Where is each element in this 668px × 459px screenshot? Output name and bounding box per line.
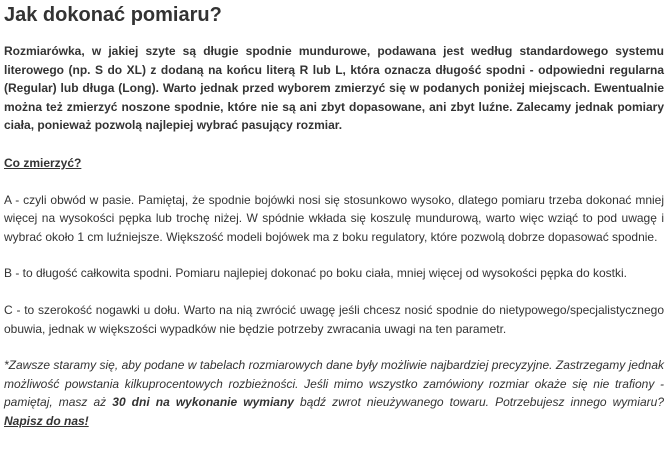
measure-c-paragraph: C - to szerokość nogawki u dołu. Warto na nią zwrócić uwagę jeśli chcesz nosić spodnie do nietypowego/specjalistycznego obuwia, jednak w większości wypadków nie będzie potrzeby zwracania uwagi na ten parametr.	[4, 302, 664, 336]
measure-a-paragraph: A - czyli obwód w pasie. Pamiętaj, że spodnie bojówki nosi się stosunkowo wysoko, dlatego pomiaru trzeba dokonać mniej więcej na wysokości pępka lub trochę niżej. W spódnie wkłada się koszulę mundurową, warto więc wziąć to pod uwagę i wybrać około 1 cm luźniejsze. Większość modeli bojówek ma z boku regulatory, które pozwolą dobrze dopasować spodnie.	[4, 192, 664, 244]
note-text-end: bądź zwrot nieużywanego towaru. Potrzebujesz innego wymiaru?	[293, 395, 664, 410]
measure-b-paragraph: B - to długość całkowita spodni. Pomiaru najlepiej dokonać po boku ciała, mniej więcej od wysokości pępka do kostki.	[4, 266, 627, 281]
disclaimer-note	[4, 356, 664, 430]
note-text-start: *Zawsze staramy się, aby podane w tabelach rozmiarowych dane były możliwie najbardziej precyzyjne. Zastrzegamy jednak możliwość powstania kilkuprocentowych rozbieżności. Jeśli mimo wszystko zamówiony rozmiar okaże się nie trafiony - pamiętaj, masz aż	[4, 358, 664, 410]
what-to-measure-heading: Co zmierzyć?	[4, 155, 82, 170]
page-title: Jak dokonać pomiaru?	[4, 4, 222, 26]
note-exchange-period: 30 dni na wykonanie wymiany	[112, 395, 294, 410]
contact-us-link[interactable]: Napisz do nas!	[4, 413, 89, 428]
intro-paragraph: Rozmiarówka, w jakiej szyte są długie spodnie mundurowe, podawana jest według standardowego systemu literowego (np. S do XL) z dodaną na końcu literą R lub L, która oznacza długość spodni - odpowiedni regularna (Regular) lub długa (Long). Warto jednak przed wyborem zmierzyć się w podanych poniżej miejscach. Ewentualnie można też zmierzyć noszone spodnie, które nie są ani zbyt dopasowane, ani zbyt luźne. Zalecamy jednak pomiary ciała, ponieważ pozwolą najlepiej wybrać pasujący rozmiar.	[4, 44, 664, 133]
